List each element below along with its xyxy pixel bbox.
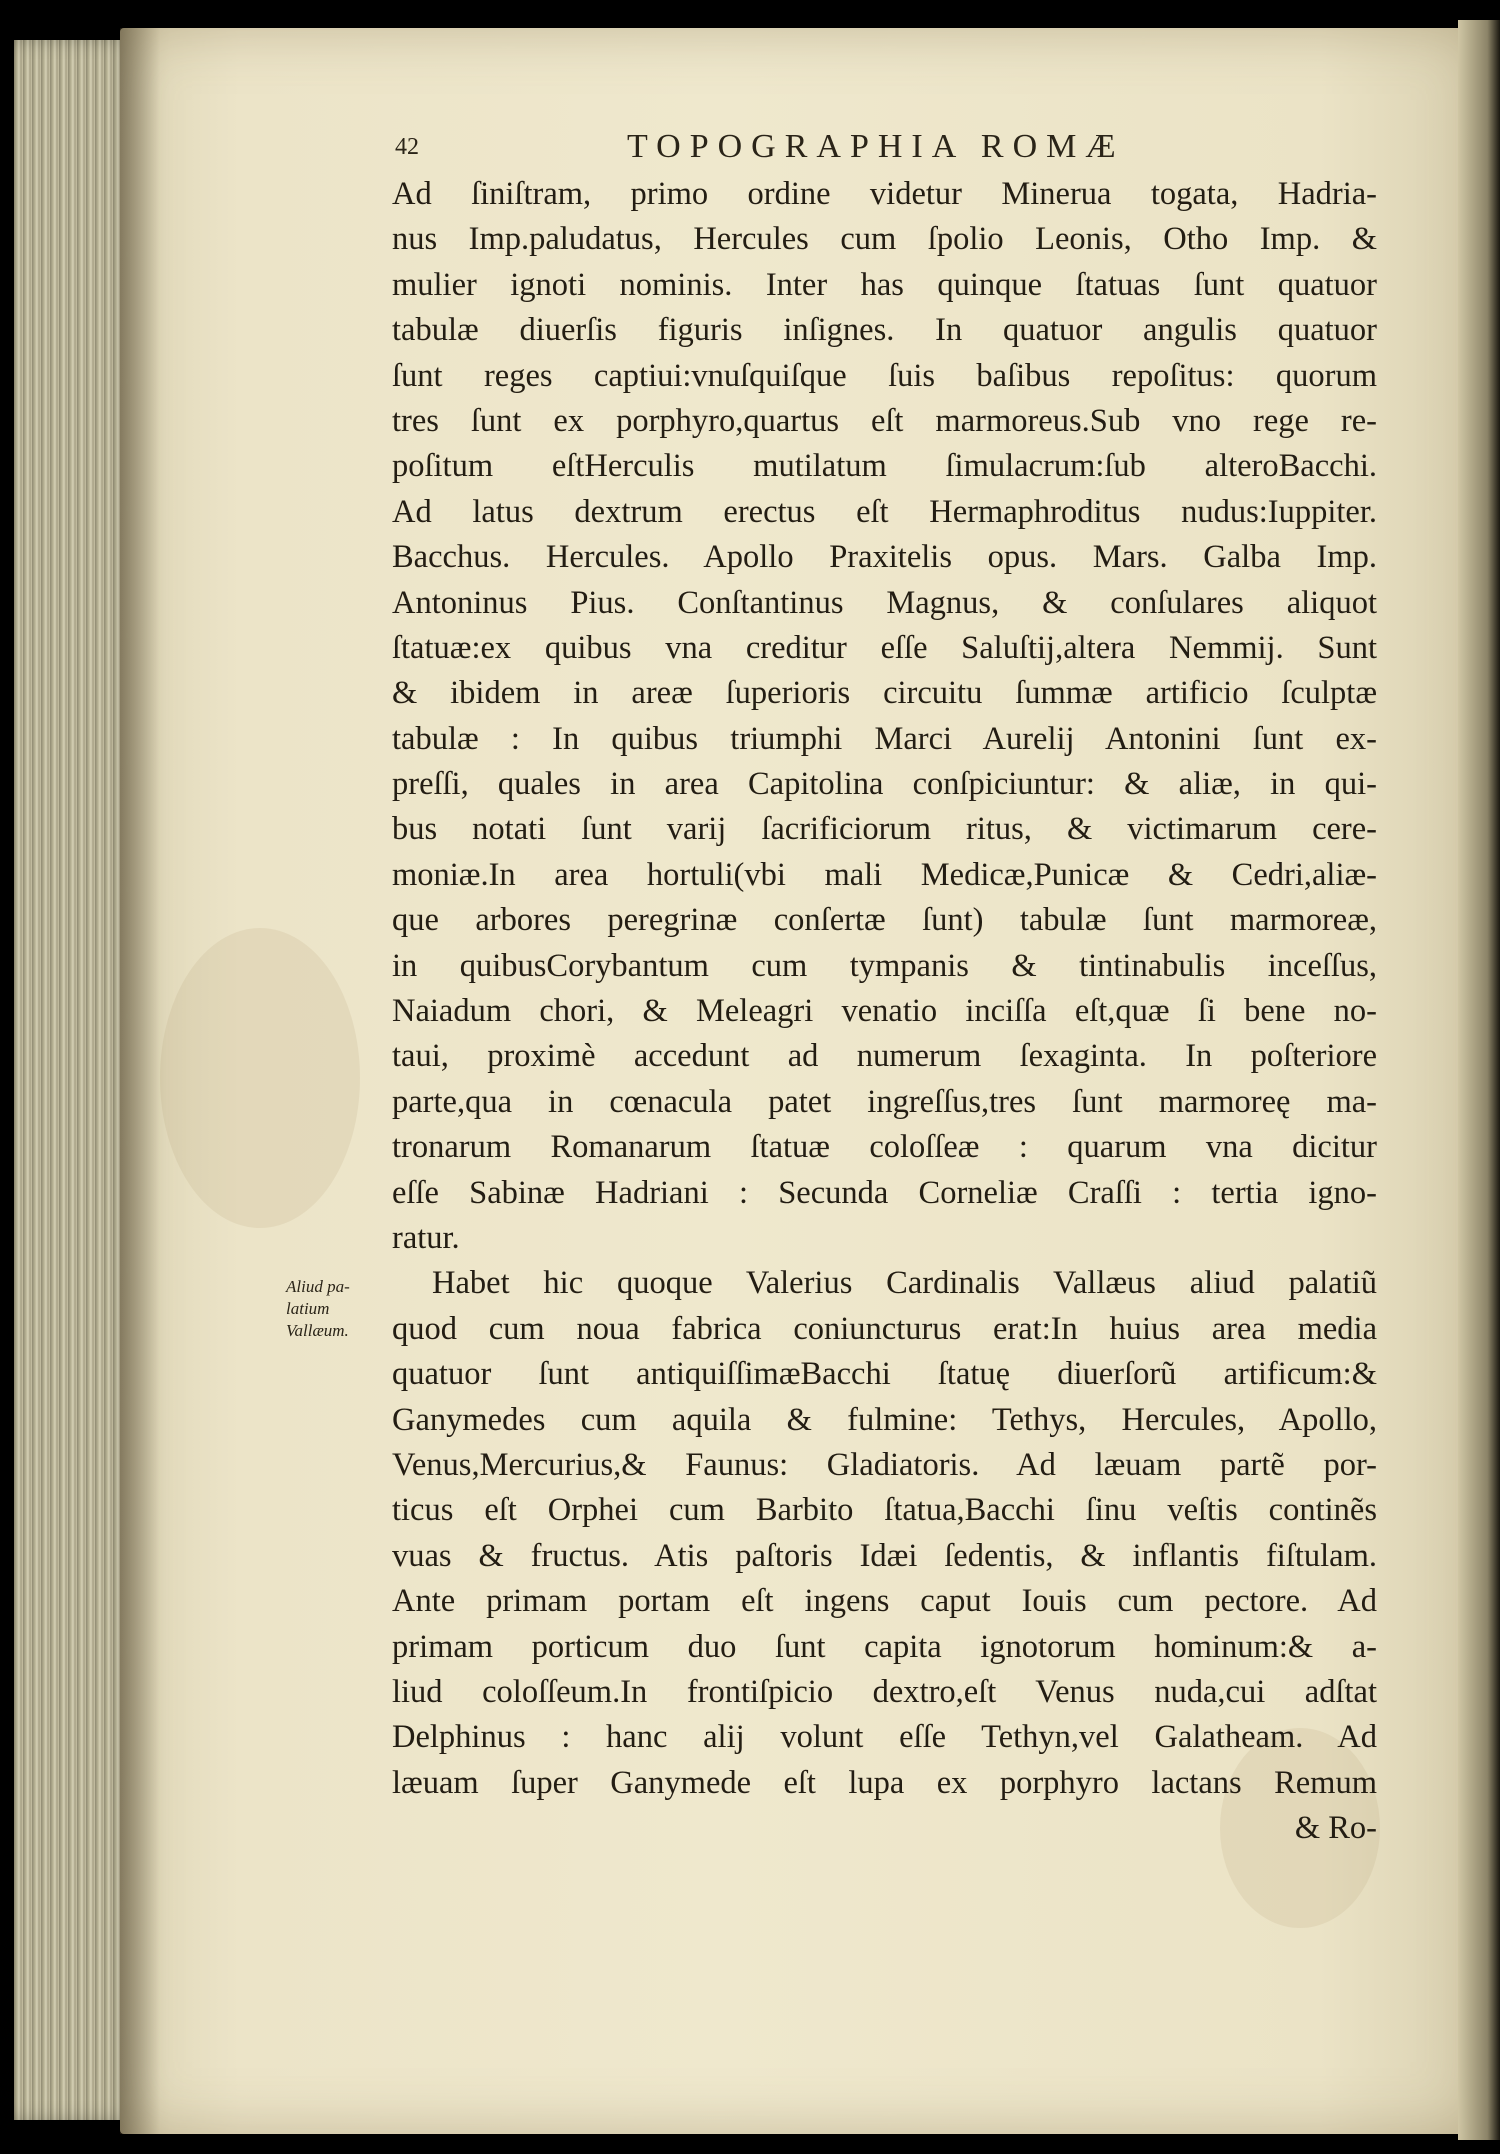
body-text [392, 172, 1377, 1851]
text-line: taui, proximè accedunt ad numerum ſexaginta. In poſteriore [392, 1038, 1377, 1075]
text-line: ratur. [392, 1219, 460, 1256]
text-line: nus Imp.paludatus, Hercules cum ſpolio Leonis, Otho Imp. & [392, 221, 1377, 258]
running-title: TOPOGRAPHIA ROMÆ [627, 128, 1125, 165]
text-line: tabulæ diuerſis figuris inſignes. In quatuor angulis quatuor [392, 312, 1377, 349]
page-number: 42 [395, 134, 419, 160]
text-line: quatuor ſunt antiquiſſimæBacchi ſtatuę diuerſorũ artificum:& [392, 1356, 1377, 1393]
text-line: mulier ignoti nominis. Inter has quinque ſtatuas ſunt quatuor [392, 266, 1377, 303]
text-line: Delphinus : hanc alij volunt eſſe Tethyn,vel Galatheam. Ad [392, 1719, 1377, 1756]
spine-shadow [120, 28, 160, 2134]
text-line: Venus,Mercurius,& Faunus: Gladiatoris. Ad læuam partẽ por- [392, 1446, 1377, 1483]
text-line: moniæ.In area hortuli(vbi mali Medicæ,Punicæ & Cedri,aliæ- [392, 856, 1377, 893]
text-line: poſitum eſtHerculis mutilatum ſimulacrum:ſub alteroBacchi. [392, 448, 1377, 485]
text-line: que arbores peregrinæ conſertæ ſunt) tabulæ ſunt marmoreæ, [392, 902, 1377, 939]
page-right-edge [1458, 20, 1500, 2140]
text-line: tres ſunt ex porphyro,quartus eſt marmoreus.Sub vno rege re- [392, 402, 1377, 439]
text-line: Ad ſiniſtram, primo ordine videtur Minerua togata, Hadria- [392, 176, 1377, 212]
text-line: preſſi, quales in area Capitolina conſpiciuntur: & aliæ, in qui- [392, 766, 1377, 803]
text-line: ticus eſt Orphei cum Barbito ſtatua,Bacchi ſinu veſtis continẽs [392, 1492, 1377, 1529]
text-line: Ante primam portam eſt ingens caput Iouis cum pectore. Ad [392, 1583, 1377, 1620]
text-line: eſſe Sabinæ Hadriani : Secunda Corneliæ Craſſi : tertia igno- [392, 1174, 1377, 1211]
marginal-note [286, 1276, 396, 1342]
text-line: liud coloſſeum.In frontiſpicio dextro,eſt Venus nuda,cui adſtat [392, 1673, 1377, 1710]
text-line: læuam ſuper Ganymede eſt lupa ex porphyro lactans Remum [392, 1764, 1377, 1801]
text-line: Ad latus dextrum erectus eſt Hermaphroditus nudus:Iuppiter. [392, 493, 1377, 530]
text-line: & ibidem in areæ ſuperioris circuitu ſummæ artificio ſculptæ [392, 675, 1377, 712]
text-line: Ganymedes cum aquila & fulmine: Tethys, Hercules, Apollo, [392, 1401, 1377, 1438]
text-line: Antoninus Pius. Conſtantinus Magnus, & conſulares aliquot [392, 584, 1377, 621]
page-header [395, 128, 1295, 168]
text-line: Bacchus. Hercules. Apollo Praxitelis opus. Mars. Galba Imp. [392, 539, 1377, 576]
paper-stain [160, 928, 360, 1228]
text-line: ſunt reges captiui:vnuſquiſque ſuis baſibus repoſitus: quorum [392, 357, 1377, 394]
text-line: ſtatuæ:ex quibus vna creditur eſſe Saluſtij,altera Nemmij. Sunt [392, 629, 1377, 666]
marginal-note-line: Aliud pa- [286, 1277, 350, 1296]
text-line: Naiadum chori, & Meleagri venatio inciſſa eſt,quæ ſi bene no- [392, 993, 1377, 1030]
text-line: bus notati ſunt varij ſacrificiorum ritus, & victimarum cere- [392, 811, 1377, 848]
marginal-note-line: Vallæum. [286, 1321, 349, 1340]
text-line: vuas & fructus. Atis paſtoris Idæi ſedentis, & inflantis fiſtulam. [392, 1537, 1377, 1574]
book-page-edges [14, 40, 134, 2120]
text-line: parte,qua in cœnacula patet ingreſſus,tres ſunt marmoreę ma- [392, 1083, 1377, 1120]
marginal-note-line: latium [286, 1299, 330, 1318]
text-line: in quibusCorybantum cum tympanis & tintinabulis inceſſus, [392, 947, 1377, 984]
text-line: quod cum noua fabrica coniuncturus erat:In huius area media [392, 1310, 1377, 1347]
text-line: tabulæ : In quibus triumphi Marci Aurelij Antonini ſunt ex- [392, 720, 1377, 757]
text-line: tronarum Romanarum ſtatuæ coloſſeæ : quarum vna dicitur [392, 1129, 1377, 1166]
catchword: & Ro- [1294, 1810, 1377, 1847]
text-line: primam porticum duo ſunt capita ignotorum hominum:& a- [392, 1628, 1377, 1665]
paragraph-start-line: Habet hic quoque Valerius Cardinalis Vallæus aliud palatiũ [432, 1265, 1377, 1302]
